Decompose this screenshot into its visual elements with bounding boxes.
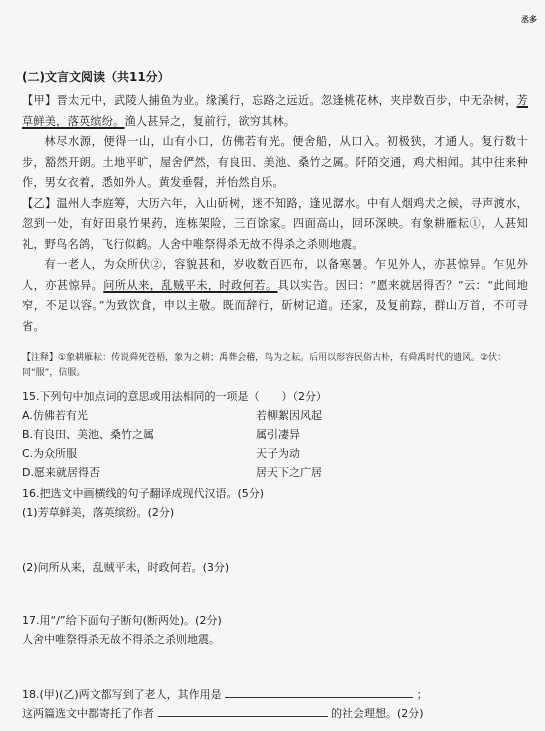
answer-space-16-1[interactable] bbox=[22, 522, 528, 558]
passage-b-text-a: 有一老人，为众所伏②，容貌甚和，岁收数百匹布，以备寒暑。乍见外人，亦甚惊异。乍见外人，亦甚惊异。 bbox=[22, 258, 528, 292]
passage-a-text: 【甲】晋太元中，武陵人捕鱼为业。缘溪行，忘路之远近。忽逢桃花林，夹岸数百步，中无杂树， bbox=[22, 94, 517, 107]
underlined-sentence-2: 问所从来，乱贼平未，时政何若。 bbox=[103, 278, 278, 292]
question-16-sub1: (1)芳草鲜美，落英缤纷。(2分) bbox=[22, 506, 175, 519]
underlined-sentence-1: 芳草鲜美，落英缤纷。 bbox=[22, 94, 528, 128]
option-a-left: A.仿佛若有光 bbox=[22, 409, 88, 422]
option-b-right: 属引凄异 bbox=[256, 428, 300, 441]
question-18-line2 bbox=[22, 704, 528, 723]
passage-b-para2 bbox=[22, 255, 528, 337]
question-18-line1 bbox=[22, 685, 528, 704]
question-18-punct: ； bbox=[416, 688, 428, 701]
question-17-stem: 17.用“/”给下面句子断句(断两处)。(2分) bbox=[22, 614, 222, 627]
option-c-right: 天子为动 bbox=[256, 447, 300, 460]
question-15-options bbox=[22, 406, 528, 482]
section-title: (二)文言文阅读（共11分） bbox=[22, 70, 170, 84]
passage-b-para1: 【乙】温州人李庭筹，大历六年，入山斫树，迷不知路，逢见潺水。中有人烟鸡犬之候，寻声渡水，忽到一处，有好田泉竹果药，连栋架险，三百馀家。四面高山，回环深映。有象耕雁耘①，人甚知礼，野鸟名鸽，飞行似鹤。人舍中唯祭得杀无故不得杀之杀则地震。 bbox=[22, 196, 528, 251]
passage-a-para2: 林尽水源，便得一山，山有小口，仿佛若有光。便舍船，从口入。初极狭，才通人。复行数十步，豁然开朗。土地平旷，屋舍俨然，有良田、美池、桑竹之属。阡陌交通，鸡犬相闻。其中往来种作，男女衣着，悉如外人。黄发垂髫，并怡然自乐。 bbox=[22, 135, 528, 189]
content bbox=[22, 68, 528, 723]
question-16-sub2: (2)问所从来，乱贼平未，时政何若。(3分) bbox=[22, 561, 230, 574]
question-15-stem: 15.下列句中加点词的意思或用法相同的一项是（ ）（2分） bbox=[22, 390, 327, 403]
blank-18-1[interactable] bbox=[225, 685, 413, 698]
option-d-left: D.愿来就居得否 bbox=[22, 466, 100, 479]
answer-space-16-2[interactable] bbox=[22, 577, 528, 611]
passage-a-text-rest: 渔人甚异之，复前行，欲穷其林。 bbox=[124, 114, 296, 128]
option-b-left: B.有良田、美池、桑竹之属 bbox=[22, 428, 155, 441]
option-c-left: C.为众所服 bbox=[22, 447, 78, 460]
option-a-right: 若柳絮因风起 bbox=[256, 409, 322, 422]
question-18-prefix: 18.(甲)(乙)两文都写到了老人，其作用是 bbox=[22, 688, 222, 701]
question-18-line2-suffix: 的社会理想。(2分) bbox=[331, 707, 424, 720]
option-d-right: 居天下之广居 bbox=[256, 466, 322, 479]
blank-18-2[interactable] bbox=[158, 704, 328, 717]
question-16-stem: 16.把选文中画横线的句子翻译成现代汉语。(5分) bbox=[22, 487, 265, 500]
corner-mark: 丞多 bbox=[521, 15, 537, 24]
passage-b-text-b: 具以实告。因曰：“愿来就居得否？”云：“此间地窄，不足以容。”为致饮食，申以主敬。既而辞行，斫树记道。还家，及复前踪，群山万首，不可寻省。 bbox=[22, 278, 528, 333]
annotation-notes: 【注释】①象耕雁耘：传说舜死苍梧，象为之耕；禹葬会稽，鸟为之耘。后用以形容民俗古朴，有舜禹时代的遗风。②伏：同“服”，信服。 bbox=[22, 353, 507, 378]
question-17-sentence: 人舍中唯祭得杀无故不得杀之杀则地震。 bbox=[22, 633, 220, 646]
answer-space-17[interactable] bbox=[22, 649, 528, 685]
question-18-line2-prefix: 这两篇选文中都寄托了作者 bbox=[22, 707, 154, 720]
passage-a-line1 bbox=[22, 91, 528, 132]
